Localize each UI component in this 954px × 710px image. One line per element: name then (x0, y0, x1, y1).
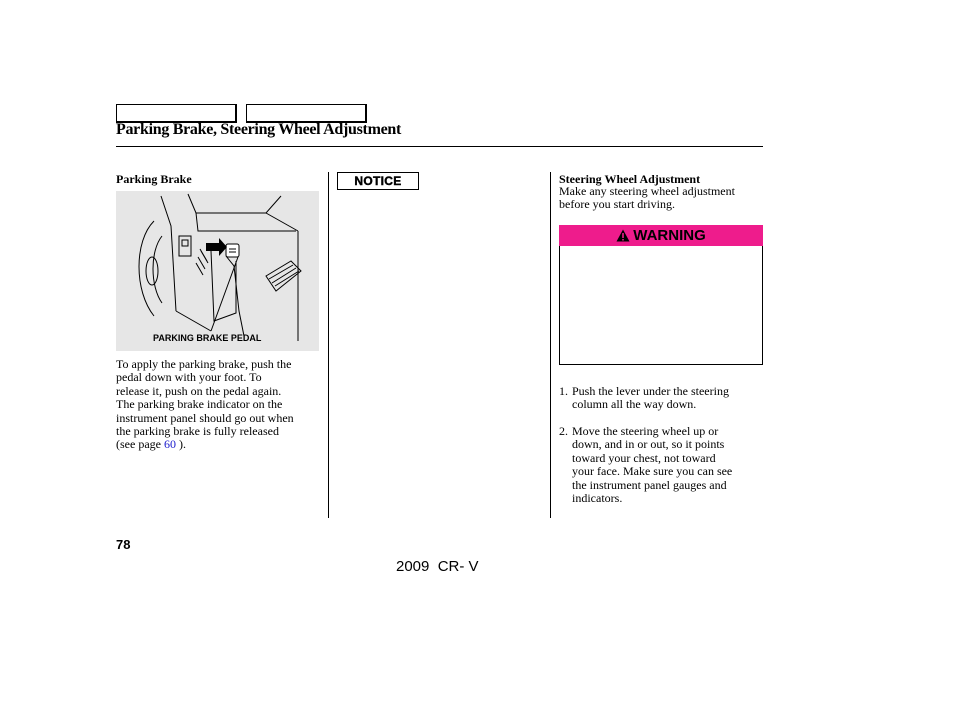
notice-box (337, 172, 419, 190)
warning-box (559, 246, 763, 365)
step-line: indicators. (572, 491, 623, 506)
step-number: 2. (559, 424, 568, 438)
intro-line: Make any steering wheel adjustment (559, 184, 735, 198)
paragraph-line: pedal down with your foot. To (116, 370, 262, 385)
step-line: the instrument panel gauges and (572, 477, 727, 492)
intro-line: before you start driving. (559, 197, 675, 212)
column-divider-right (550, 172, 551, 518)
steering-wheel-heading: Steering Wheel Adjustment (559, 172, 701, 186)
warning-label: WARNING (633, 227, 706, 244)
column-divider-left (328, 172, 329, 518)
step-line: column all the way down. (572, 397, 697, 412)
figure-caption: PARKING BRAKE PEDAL (153, 333, 262, 343)
page-60-link[interactable]: 60 (163, 437, 176, 452)
parking-brake-paragraph (116, 358, 326, 452)
warning-triangle-icon (616, 229, 630, 242)
paragraph-line: instrument panel should go out when (116, 410, 294, 425)
warning-bar (559, 225, 763, 246)
step-text (572, 425, 732, 505)
step-line: toward your chest, not toward (572, 450, 716, 465)
page-title: Parking Brake, Steering Wheel Adjustment (116, 121, 402, 138)
step-number: 1. (559, 384, 568, 398)
parking-brake-heading: Parking Brake (116, 172, 192, 186)
notice-label: NOTICE (354, 174, 402, 188)
step-line: Push the lever under the steering (572, 384, 729, 398)
see-page-suffix: ). (175, 437, 186, 452)
see-page-prefix: (see page (116, 437, 164, 452)
paragraph-line: The parking brake indicator on the (116, 397, 283, 412)
parking-brake-figure (116, 191, 319, 351)
title-rule (116, 146, 763, 147)
step-line: down, and in or out, so it points (572, 437, 725, 452)
step-line: Move the steering wheel up or (572, 424, 719, 438)
model-footer: 2009 CR- V (396, 558, 479, 575)
step-text (572, 385, 729, 412)
paragraph-line-see-page (116, 438, 326, 451)
paragraph-line: To apply the parking brake, push the (116, 357, 292, 371)
step-line: your face. Make sure you can see (572, 464, 733, 479)
step-2 (559, 425, 764, 510)
step-1 (559, 385, 764, 415)
parking-brake-pedal-illustration (116, 191, 319, 351)
paragraph-line: release it, push on the pedal again. (116, 383, 282, 398)
paragraph-line: the parking brake is fully released (116, 424, 279, 439)
steering-intro (559, 185, 764, 212)
page-number: 78 (116, 537, 131, 552)
